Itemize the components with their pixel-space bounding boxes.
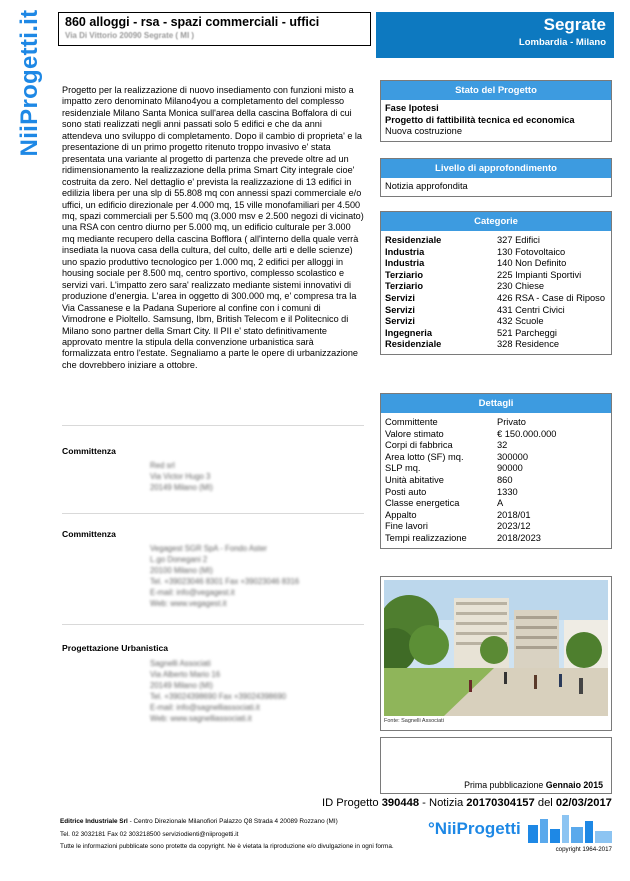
detail-row: Valore stimato € 150.000.000 [385,428,557,439]
detail-row: Appalto 2018/01 [385,509,531,520]
dettagli-panel [380,393,612,549]
detail-row: SLP mq. 90000 [385,463,523,474]
stato-heading: Stato del Progetto [381,81,611,100]
region-name: Lombardia - Milano [518,37,606,48]
id-line: ID Progetto 390448 - Notizia 20170304157 del 02/03/2017 [322,797,612,809]
contact-label-committenza-2: Committenza [62,529,116,539]
rendering-image [384,580,608,716]
project-title: 860 alloggi - rsa - spazi commerciali - uffici [65,15,320,29]
skyline-icon [528,815,612,843]
location-box [376,12,614,58]
detail-row: Area lotto (SF) mq. 300000 [385,451,529,462]
category-row: Terziario 225 Impianti Sportivi [385,269,582,280]
detail-row: Posti auto 1330 [385,486,518,497]
stato-subphase: Progetto di fattibilità tecnica ed economica [385,114,575,125]
project-title-box [58,12,371,46]
stato-phase: Fase Ipotesi [385,103,439,113]
photo-credit: Fonte: Sagnelli Associati [384,718,444,724]
livello-value: Notizia approfondita [385,181,468,191]
footer-company: Editrice Industriale Srl - Centro Direzionale Milanofiori Palazzo Q8 Strada 4 20089 Rozzano (MI) [60,818,338,825]
category-row: Servizi 431 Centri Civici [385,304,565,315]
livello-panel [380,158,612,197]
contact-details-2: Vegagest SGR SpA - Fondo Aster L.go Donegani 2 20100 Milano (MI) Tel. +39023046 8301 Fax +39023046 8316 E-mail: info@vegagest.it Web: www.vegagest.it [150,544,300,608]
contact-label-progettazione: Progettazione Urbanistica [62,643,169,653]
city-name: Segrate [543,15,606,34]
detail-row: Classe energetica A [385,498,504,509]
category-row: Residenziale 328 Residence [385,339,560,350]
footer-disclaimer: Tutte le informazioni pubblicate sono protette da copyright. Ne è vietata la riproduzione e/o divulgazione in ogni forma. [60,843,394,850]
livello-heading: Livello di approfondimento [381,159,611,178]
detail-row: Corpi di fabbrica 32 [385,440,508,451]
stato-panel [380,80,612,142]
project-rendering [380,576,612,731]
categorie-panel [380,211,612,355]
categorie-heading: Categorie [381,212,611,231]
detail-row: Fine lavori 2023/12 [385,521,531,532]
category-row: Terziario 230 Chiese [385,281,545,292]
logo-text: NiiProgetti.it [16,9,43,157]
footer-logo [428,813,612,853]
stato-type: Nuova costruzione [385,126,462,137]
divider [62,513,364,514]
category-row: Servizi 426 RSA - Case di Riposo [385,292,606,303]
category-row: Industria 130 Fotovoltaico [385,246,566,257]
category-row: Residenziale 327 Edifici [385,235,540,245]
first-publication: Prima pubblicazione Gennaio 2015 [464,780,603,790]
detail-row: Tempi realizzazione 2018/2023 [385,532,541,543]
publication-box [380,737,612,794]
contact-details-1: Red srl Via Victor Hugo 3 20149 Milano (MI) [150,461,213,492]
category-row: Servizi 432 Scuole [385,316,544,327]
project-address: Via Di Vittorio 20090 Segrate ( MI ) [65,31,195,40]
detail-row: Unità abitative 860 [385,474,513,485]
copyright: copyright 1964-2017 [555,846,612,853]
dettagli-heading: Dettagli [381,394,611,413]
footer-brand: °NiiProgetti [428,819,521,838]
contact-details-3: Sagnelli Associati Via Alberto Mario 16 20149 Milano (MI) Tel. +39024398690 Fax +39024398690 E-mail: info@sagnelliassociati.it Web: www.sagnelliassociati.it [150,659,287,723]
project-description: Progetto per la realizzazione di nuovo insediamento con funzioni misto a impatto zero denominato Milano4you a completamento del complesso residenziale Milano Santa Monica sull'area della cascina Boffalora di cui sono stati realizzati negli anni passati solo 5 edifici e che da anni attendeva uno sviluppo di completamento. Dopo il cambio di proprieta' e la presentazione di un primo progetto ritenuto troppo invasivo e' stata presentata una variante al progetto di partenza che prevede oltre ad un ridimensionamento la realizzazione della prima Smart City integrale cioe' costruita da zero. Nel dettaglio e' prevista la realizzazione di 13 edifici in edilizia libera per una slp di 55.808 mq con annessi spazi commerciale e/o uffici, un edificio direzionale per 4.000 mq, 15 ville monofamiliari per 4.500 mq, spazi commerciali per 5.500 mq (3.000 msv e 2.500 negozi di vicinato) una RSA con centro diurno per 5.000 mq, un edificio culturale per 3.000 mq mediante recupero della cascina Bofflora ( all'interno della quale verrà insediata la nuova casa della cultura, del culto, delle arti e delle scienze) uno spazio produttivo tecnologico per 1.000 mq, 2 edifici per alloggi in housing sociale per 8.500 mq, centro sportivo, complesso scolastico e servizi vari. L'impatto zero sara' realizzato mediante sistemi innovativi di produzione d'energia. L'area in oggetto di 300.000 mq, e' compresa tra la Via Cassanese e la Padana Superiore al confine con i comuni di Vimodrone e Pioltello. Samsung, Ibm, British Telecom e il Politecnico di Milano sono partner della Smart City. Il PII e' stato definitivamente approvato mentre la stipula della convenzione urbanistica sarà formalizzata entro l'estate. Segnaliamo a parte le opere di urbanizzazione che dovrebbero iniziare a ottobre. [62,85,364,370]
contact-label-committenza-1: Committenza [62,446,116,456]
footer-phone: Tel. 02 3032181 Fax 02 303218500 serviziodienti@niiprogetti.it [60,831,239,838]
divider [62,425,364,426]
category-row: Ingegneria 521 Parcheggi [385,327,557,338]
category-row: Industria 140 Non Definito [385,258,567,269]
detail-row: Committente Privato [385,417,526,427]
divider [62,624,364,625]
niiprogetti-logo [12,8,48,158]
